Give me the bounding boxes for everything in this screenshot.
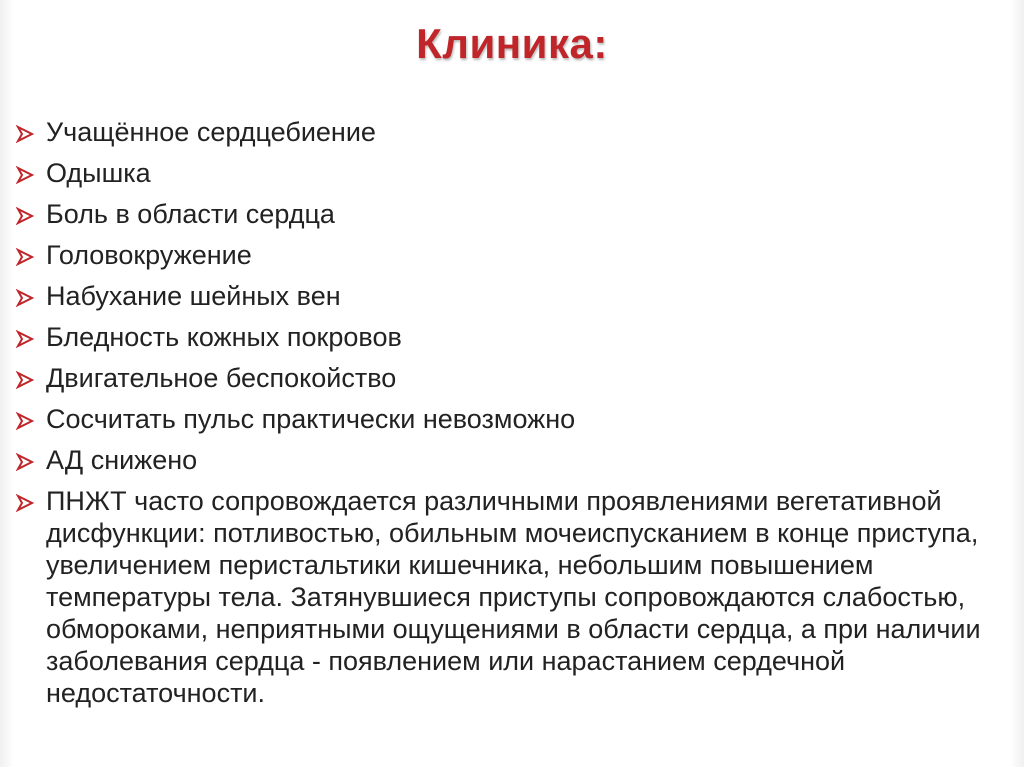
- bullet-item: [16, 321, 1011, 353]
- bullet-item: [16, 198, 1011, 230]
- slide-title: Клиника:: [416, 20, 608, 67]
- bullet-item: [16, 403, 1011, 435]
- arrowhead-bullet-icon: [16, 403, 46, 430]
- bullet-item: [16, 239, 1011, 271]
- left-edge-shadow: [0, 0, 14, 767]
- bullet-item: [16, 280, 1011, 312]
- arrowhead-bullet-icon: [16, 444, 46, 471]
- bullet-text: ПНЖТ часто сопровождается различными проявлениями вегетативной дисфункции: потливостью, обильным мочеиспусканием в конце приступа, увеличением перистальтики кишечника, небольшим повышением температуры тела. Затянувшиеся приступы сопровождаются слабостью, обмороками, неприятными ощущениями в области сердца, а при наличии заболевания сердца - появлением или нарастанием сердечной недостаточности.: [46, 486, 981, 708]
- bullet-text: Боль в области сердца: [46, 199, 335, 229]
- bullet-text: Одышка: [46, 158, 151, 188]
- bullet-text: Сосчитать пульс практически невозможно: [46, 404, 576, 434]
- bullet-text: Головокружение: [46, 240, 252, 270]
- bullet-list: [16, 116, 1011, 718]
- bullet-text: Набухание шейных вен: [46, 281, 341, 311]
- bullet-text: Бледность кожных покровов: [46, 322, 402, 352]
- arrowhead-bullet-icon: [16, 362, 46, 389]
- bullet-text: АД снижено: [46, 445, 198, 475]
- bullet-item: [16, 485, 1011, 709]
- arrowhead-bullet-icon: [16, 157, 46, 184]
- bullet-item: [16, 444, 1011, 476]
- arrowhead-bullet-icon: [16, 321, 46, 348]
- arrowhead-bullet-icon: [16, 198, 46, 225]
- right-edge-shadow: [1010, 0, 1024, 767]
- bullet-item: [16, 362, 1011, 394]
- arrowhead-bullet-icon: [16, 239, 46, 266]
- bullet-text: Двигательное беспокойство: [46, 363, 397, 393]
- arrowhead-bullet-icon: [16, 280, 46, 307]
- arrowhead-bullet-icon: [16, 485, 46, 512]
- arrowhead-bullet-icon: [16, 116, 46, 143]
- bullet-item: [16, 116, 1011, 148]
- bullet-item: [16, 157, 1011, 189]
- bullet-text: Учащённое сердцебиение: [46, 117, 376, 147]
